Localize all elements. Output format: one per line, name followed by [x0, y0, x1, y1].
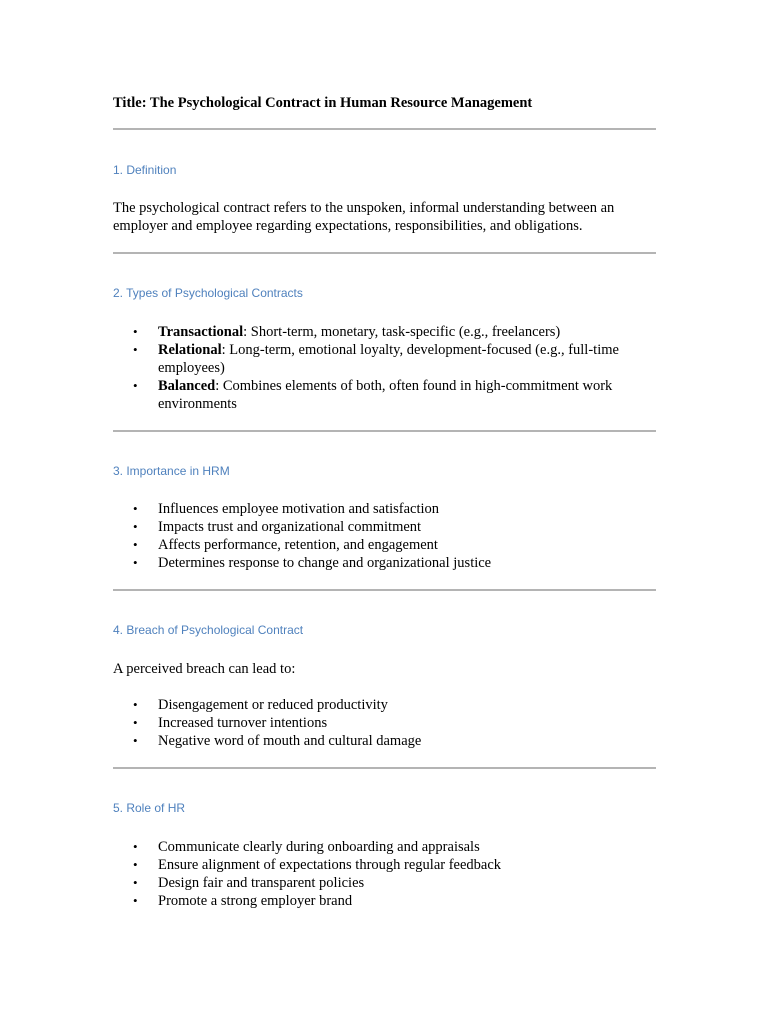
section-heading-types: 2. Types of Psychological Contracts [113, 286, 303, 300]
bullet-icon: • [133, 697, 138, 712]
bullet-icon: • [133, 537, 138, 552]
section-heading-importance: 3. Importance in HRM [113, 464, 230, 478]
list-item [113, 838, 656, 856]
list-item-text: : Combines elements of both, often found in high-commitment work environments [158, 378, 613, 412]
list-item [113, 377, 656, 413]
list-item [113, 696, 656, 714]
bullet-icon: • [133, 501, 138, 516]
bullet-icon: • [133, 733, 138, 748]
document-page [113, 0, 656, 1024]
list-item-term: Balanced [158, 378, 216, 394]
bullet-icon: • [133, 875, 138, 890]
horizontal-divider [113, 589, 656, 591]
section-heading-role-of-hr: 5. Role of HR [113, 801, 186, 815]
bullet-icon: • [133, 324, 138, 339]
list-item-text: Increased turnover intentions [158, 715, 328, 731]
list-item-text: Impacts trust and organizational commitment [158, 519, 422, 535]
list-item-text: Influences employee motivation and satisfaction [158, 501, 440, 517]
bullet-icon: • [133, 893, 138, 908]
bullet-icon: • [133, 857, 138, 872]
breach-intro: A perceived breach can lead to: [113, 661, 296, 677]
list-item [113, 892, 656, 910]
list-item-text: Affects performance, retention, and engagement [158, 537, 438, 553]
list-item-text: Design fair and transparent policies [158, 875, 365, 891]
section-heading-breach: 4. Breach of Psychological Contract [113, 623, 304, 637]
horizontal-divider [113, 767, 656, 769]
list-item-text: Promote a strong employer brand [158, 893, 353, 909]
horizontal-divider [113, 430, 656, 432]
list-item [113, 323, 656, 341]
bullet-icon: • [133, 555, 138, 570]
list-item-text: Determines response to change and organizational justice [158, 555, 492, 571]
list-item-text: Communicate clearly during onboarding and appraisals [158, 839, 480, 855]
document-title: Title: The Psychological Contract in Human Resource Management [113, 95, 533, 111]
list-item-term: Relational [158, 342, 222, 358]
definition-paragraph: The psychological contract refers to the unspoken, informal understanding between an employer and employee regarding expectations, responsibilities, and obligations. [113, 200, 615, 234]
importance-list [113, 500, 656, 572]
list-item [113, 500, 656, 518]
list-item [113, 856, 656, 874]
list-item-text: : Short-term, monetary, task-specific (e.g., freelancers) [243, 324, 561, 340]
list-item [113, 554, 656, 572]
bullet-icon: • [133, 378, 138, 393]
list-item [113, 714, 656, 732]
horizontal-divider [113, 252, 656, 254]
list-item [113, 874, 656, 892]
breach-list [113, 696, 656, 750]
bullet-icon: • [133, 519, 138, 534]
bullet-icon: • [133, 715, 138, 730]
bullet-icon: • [133, 342, 138, 357]
list-item [113, 536, 656, 554]
section-heading-definition: 1. Definition [113, 163, 177, 177]
list-item [113, 732, 656, 750]
list-item-term: Transactional [158, 324, 244, 340]
list-item-text: : Long-term, emotional loyalty, development-focused (e.g., full-time employees) [158, 342, 619, 376]
types-list [113, 323, 656, 413]
horizontal-divider [113, 128, 656, 130]
list-item-text: Disengagement or reduced productivity [158, 697, 388, 713]
list-item [113, 341, 656, 377]
role-of-hr-list [113, 838, 656, 910]
bullet-icon: • [133, 839, 138, 854]
list-item-text: Ensure alignment of expectations through regular feedback [158, 857, 502, 873]
list-item-text: Negative word of mouth and cultural damage [158, 733, 422, 749]
list-item [113, 518, 656, 536]
